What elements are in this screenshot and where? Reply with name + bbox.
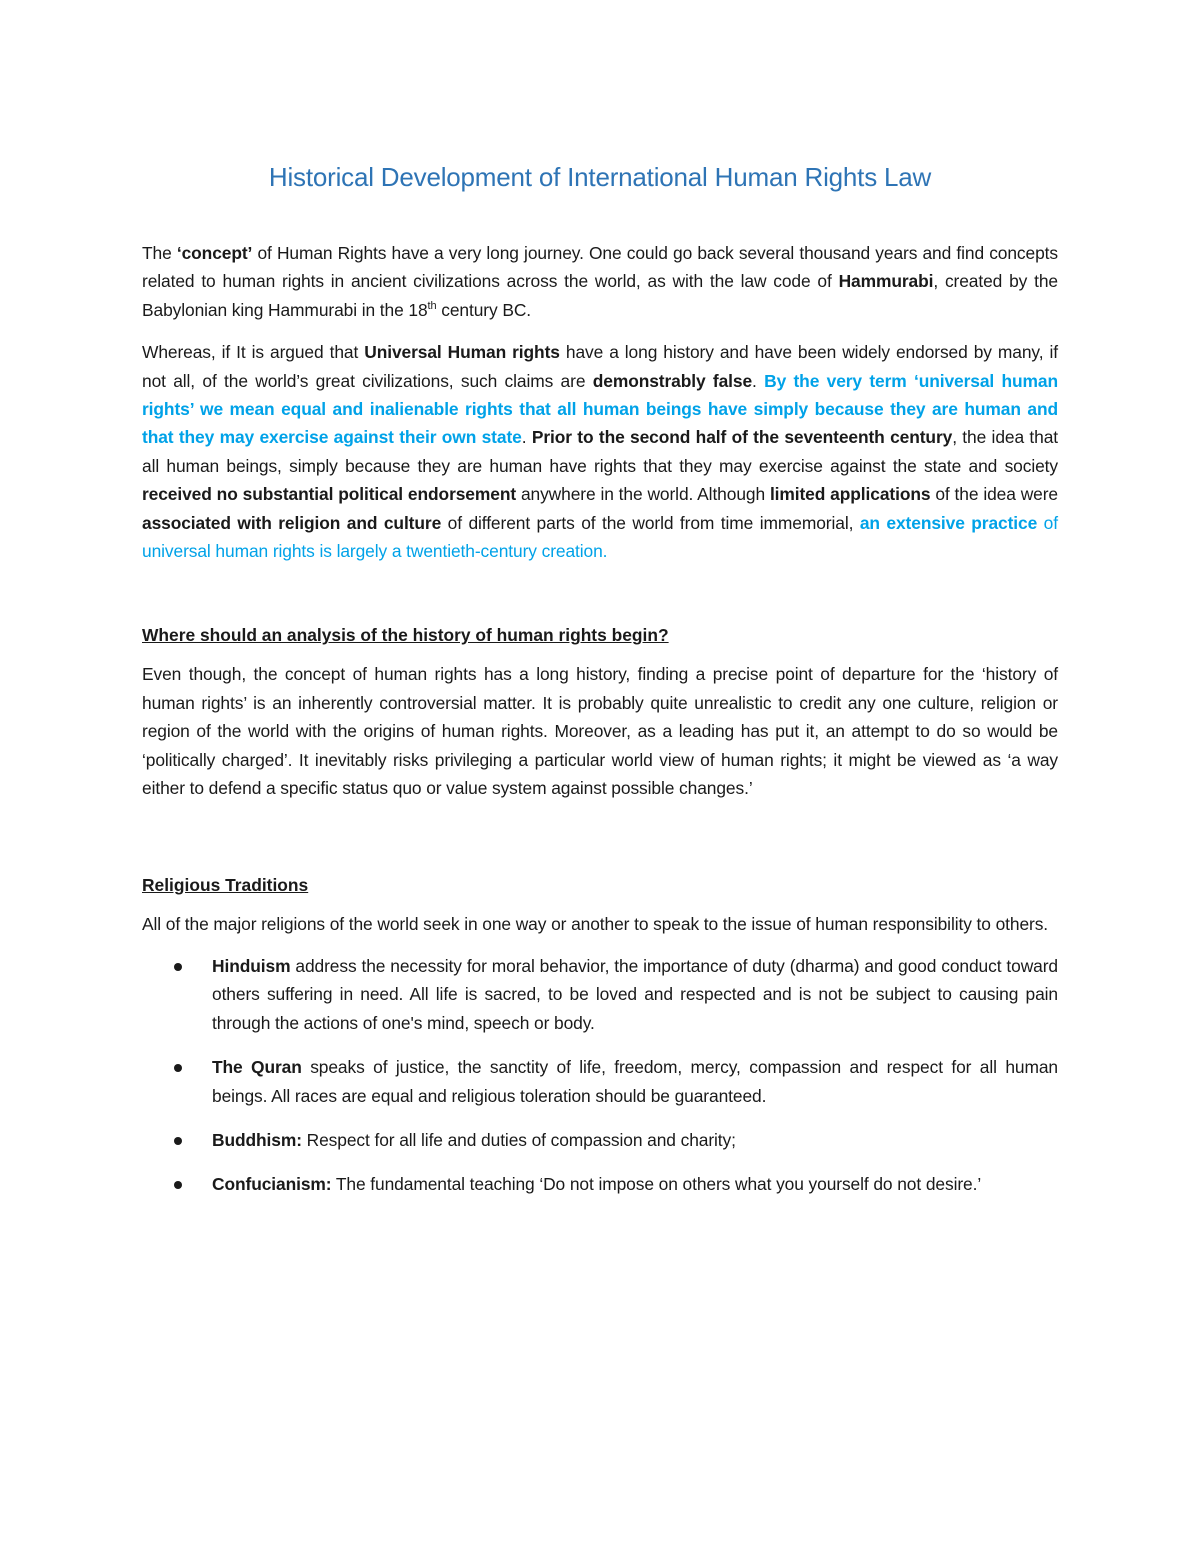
- bullet-icon: [174, 1064, 182, 1072]
- highlight-definition: By the very term ‘universal human rights’ we mean equal and inalienable rights that all human beings have simply because they are human and that they may exercise against their own state: [142, 370, 1059, 448]
- heading-history-begin: Where should an analysis of the history of human rights begin?: [142, 625, 669, 646]
- spacer: [142, 817, 1058, 875]
- term-limited-applications: limited applications: [769, 484, 931, 505]
- heading-religious-traditions: Religious Traditions: [142, 874, 309, 895]
- paragraph-universal-rights: Whereas, if It is argued that Universal Human rights have a long history and have been widely endorsed by many, if not all, of the world’s great civilizations, such claims are demonstrably false. By the very term ‘universal human rights’ we mean equal and inalienable rights that all human beings have simply because they are human and that they may exercise against their own state. Prior to the second half of the seventeenth century, the idea that all human beings, simply because they are human have rights that they may exercise against the state and society received no substantial political endorsement anywhere in the world. Although limited applications of the idea were associated with religion and culture of different parts of the world from time immemorial, an extensive practice of universal human rights is largely a twentieth-century creation.: [142, 342, 1059, 562]
- term-hammurabi: Hammurabi: [838, 271, 934, 292]
- paragraph-major-religions: All of the major religions of the world seek in one way or another to speak to the issue of human responsibility to others.: [142, 913, 1049, 934]
- list-item-confucianism: Confucianism: The fundamental teaching ‘Do not impose on others what you yourself do not desire.’: [212, 1170, 1058, 1198]
- bullet-icon: [174, 1181, 182, 1189]
- spacer: [142, 579, 1058, 625]
- term-seventeenth-century: Prior to the second half of the seventeenth century: [531, 427, 953, 448]
- paragraph-concept: The ‘concept’ of Human Rights have a very long journey. One could go back several thousand years and find concepts related to human rights in ancient civilizations across the world, as with the law code of Hammurabi, created by the Babylonian king Hammurabi in the 18th century BC.: [142, 243, 1058, 320]
- paragraph-departure-point: Even though, the concept of human rights has a long history, finding a precise point of departure for the ‘history of human rights’ is an inherently controversial matter. It is probably quite unrealistic to credit any one culture, religion or region of the world with the origins of human rights. Moreover, as a leading has put it, an attempt to do so would be ‘politically charged’. It inevitably risks privileging a particular world view of human rights; it might be viewed as ‘a way either to defend a specific status quo or value system against possible changes.’: [142, 664, 1058, 799]
- document-title: Historical Development of International Human Rights Law: [268, 162, 932, 192]
- list-item-buddhism: Buddhism: Respect for all life and duties of compassion and charity;: [212, 1126, 1058, 1154]
- list-item-quran: The Quran speaks of justice, the sanctity of life, freedom, mercy, compassion and respect for all human beings. All races are equal and religious toleration should be guaranteed.: [212, 1053, 1058, 1110]
- religions-list: [142, 952, 1058, 1199]
- term-no-endorsement: received no substantial political endorsement: [142, 484, 517, 505]
- bullet-icon: [174, 963, 182, 971]
- highlight-twentieth-century: of universal human rights is largely a twentieth-century creation.: [142, 512, 1058, 562]
- bullet-icon: [174, 1137, 182, 1145]
- term-concept: ‘concept’: [176, 243, 253, 263]
- term-demonstrably-false: demonstrably false: [592, 370, 753, 391]
- highlight-extensive-practice: an extensive practice: [859, 512, 1038, 533]
- list-item-hinduism: Hinduism address the necessity for moral behavior, the importance of duty (dharma) and good conduct toward others suffering in need. All life is sacred, to be loved and respected and is not be subject to causing pain through the actions of one's mind, speech or body.: [212, 952, 1058, 1037]
- term-religion-culture: associated with religion and culture: [142, 512, 442, 533]
- term-universal-human-rights: Universal Human rights: [364, 342, 560, 363]
